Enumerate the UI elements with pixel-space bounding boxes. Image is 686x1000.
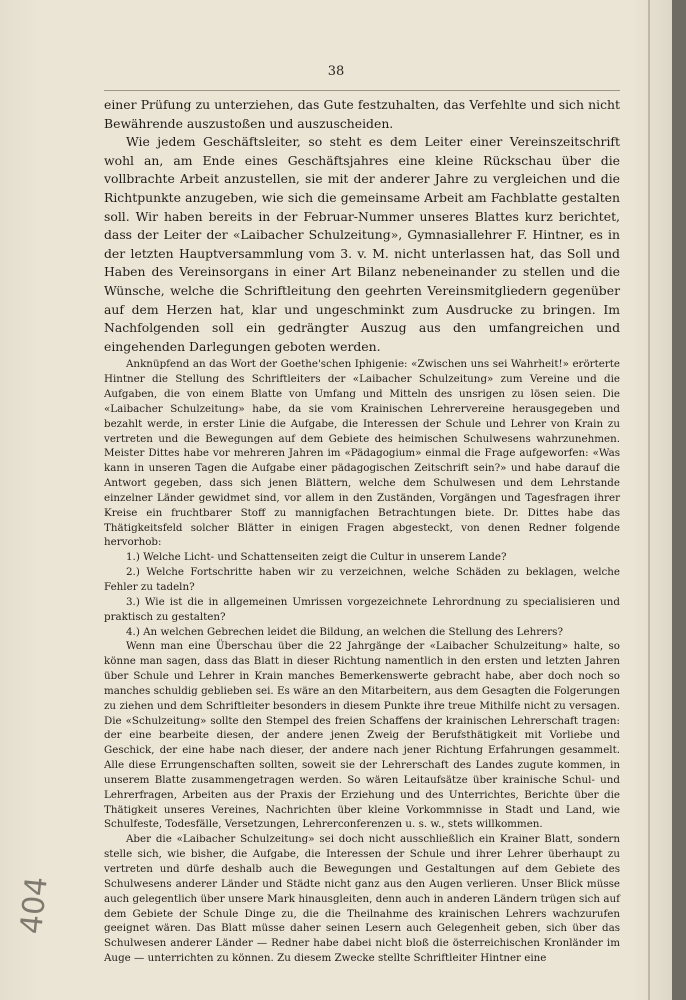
body-large-text: [104, 96, 620, 356]
question-4: 4.) An welchen Gebrechen leidet die Bildung, an welchen die Stellung des Lehrers?: [126, 625, 563, 638]
question-2: 2.) Welche Fortschritte haben wir zu verzeichnen, welche Schäden zu beklagen, welche Fehler zu tadeln?: [104, 566, 620, 593]
page-fold-line: [648, 0, 650, 1000]
question-3: 3.) Wie ist die in allgemeinen Umrissen vorgezeichnete Lehrordnung zu specialisieren und praktisch zu gestalten?: [104, 595, 620, 623]
page-number: 38: [327, 64, 345, 79]
paragraph-intro: Wie jedem Geschäftsleiter, so steht es dem Leiter einer Vereinszeitschrift wohl an, am Ende eines Geschäftsjahres eine kleine Rückschau über die vollbrachte Arbeit anzustellen, sie mit der anderer Jahre zu vergleichen und die Richtpunkte anzugeben, wie sich die gemeinsame Arbeit am Fachblatte gestalten soll. Wir haben bereits in der Februar-Nummer unseres Blattes kurz berichtet, dass der Leiter der «Laibacher Schulzeitung», Gymnasiallehrer F. Hintner, es in der letzten Hauptversammlung vom 3. v. M. nicht unterlassen hat, das Soll und Haben des Vereinsorgans in einer Art Bilanz nebeneinander zu stellen und die Wünsche, welche die Schriftleitung den geehrten Vereinsmitgliedern gegenüber auf dem Herzen hat, klar und ungeschminkt zum Ausdrucke zu bringen. Im Nachfolgenden soll ein gedrängter Auszug aus den umfangreichen und eingehenden Darlegungen geboten werden.: [104, 134, 620, 354]
body-small-text: [104, 357, 620, 966]
handwritten-page-note: 404: [14, 875, 55, 936]
header-rule: [104, 90, 620, 91]
question-1: 1.) Welche Licht- und Schattenseiten zeigt die Cultur in unserem Lande?: [126, 551, 507, 564]
paragraph-continuation: einer Prüfung zu unterziehen, das Gute festzuhalten, das Verfehlte und sich nicht Bewährende auszustoßen und auszuscheiden.: [104, 97, 620, 131]
paragraph-review: Wenn man eine Überschau über die 22 Jahrgänge der «Laibacher Schulzeitung» halte, so könne man sagen, dass das Blatt in dieser Richtung namentlich in den ersten und letzten Jahren über Schule und Lehrer in Krain manches Bemerkenswerte gebracht habe, aber doch noch so manches schuldig geblieben sei. Es wäre an den Mitarbeitern, aus dem Gesagten die Folgerungen zu ziehen und dem Schriftleiter besonders in diesem Punkte ihre treue Mithilfe nicht zu versagen. Die «Schulzeitung» sollte den Stempel des freien Schaffens der krainischen Lehrerschaft tragen: der eine bearbeite diesen, der andere jenen Zweig der Berufsthätigkeit mit Vorliebe und Geschick, der eine habe nach dieser, der andere nach jener Richtung Erfahrungen gesammelt. Alle diese Errungenschaften sollten, soweit sie der Lehrerschaft des Landes zugute kommen, in unserem Blatte zusammengetragen werden. So wären Leitaufsätze über krainische Schul- und Lehrerfragen, Arbeiten aus der Praxis der Erziehung und des Unterrichtes, Berichte über die Thätigkeit unseres Vereines, Nachrichten über kleine Vorkommnisse in Stadt und Land, wie Schulfeste, Todesfälle, Versetzungen, Lehrerconferenzen u. s. w., stets willkommen.: [104, 640, 620, 831]
page-body: [104, 96, 620, 966]
paragraph-report: Anknüpfend an das Wort der Goethe'schen Iphigenie: «Zwischen uns sei Wahrheit!» erörterte Hintner die Stellung des Schriftleiters der «Laibacher Schulzeitung» zum Vereine und die Aufgaben, die von einem Blatte von Umfang und Mitteln des unsrigen zu lösen seien. Die «Laibacher Schulzeitung» habe, da sie vom Krainischen Lehrervereine herausgegeben und bezahlt werde, in erster Linie die Aufgabe, die Interessen der Schule und Lehrer von Krain zu vertreten und die Bewegungen auf dem Gebiete des heimischen Schulwesens wahrzunehmen. Meister Dittes habe vor mehreren Jahren im «Pädagogium» einmal die Frage aufgeworfen: «Was kann in unseren Tagen die Aufgabe einer pädagogischen Zeitschrift sein?» und habe darauf die Antwort gegeben, dass sich jenen Blättern, welche dem Schulwesen und dem Lehrstande einzelner Länder gewidmet sind, vor allem in den Zuständen, Vorgängen und Tagesfragen ihrer Kreise ein fruchtbarer Stoff zu mannigfachen Betrachtungen biete. Dr. Dittes habe das Thätigkeitsfeld solcher Blätter in einigen Fragen abgesteckt, von denen Redner folgende hervorhob:: [104, 358, 620, 549]
paragraph-outlook: Aber die «Laibacher Schulzeitung» sei doch nicht ausschließlich ein Krainer Blatt, sondern stelle sich, wie bisher, die Aufgabe, die Interessen der Schule und ihrer Lehrer überhaupt zu vertreten und dürfe deshalb auch die Bewegungen und Gestaltungen auf dem Gebiete des Schulwesens anderer Länder und Städte nicht ganz aus den Augen verlieren. Unser Blick müsse auch gelegentlich über unsere Mark hinausgleiten, denn auch in anderen Ländern trügen sich auf dem Gebiete der Schule Dinge zu, die die Theilnahme des krainischen Lehrers wachzurufen geeignet wären. Das Blatt müsse daher seinen Lesern auch Gelegenheit geben, sich über das Schulwesen anderer Länder — Redner habe dabei nicht bloß die österreichischen Kronländer im Auge — unterrichten zu können. Zu diesem Zwecke stellte Schriftleiter Hintner eine: [104, 833, 620, 965]
